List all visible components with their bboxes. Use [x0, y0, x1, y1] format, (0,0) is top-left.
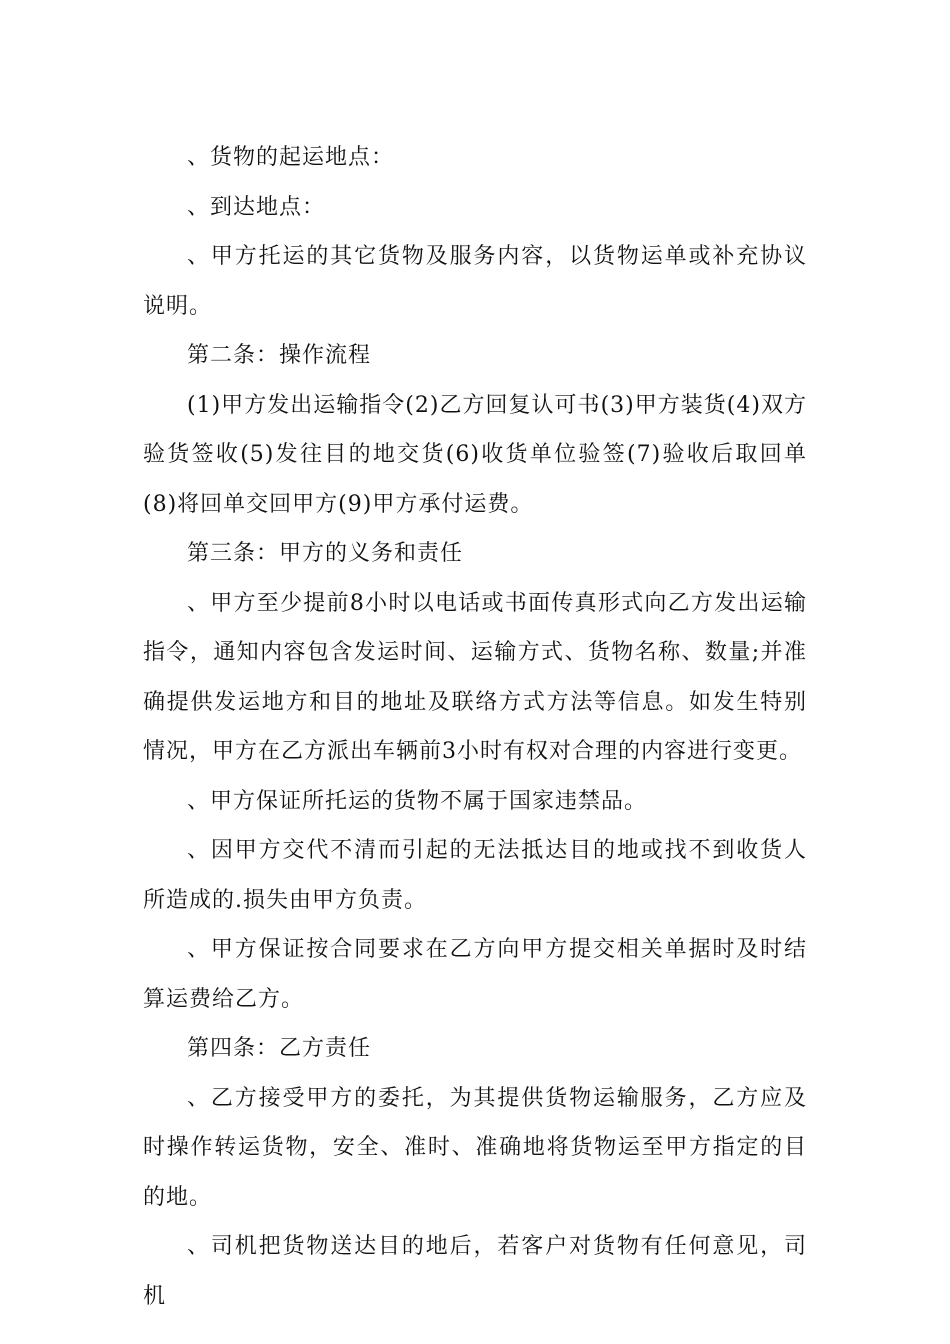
- paragraph-party-a-instruction: 、甲方至少提前8小时以电话或书面传真形式向乙方发出运输指令，通知内容包含发运时间、运输方式、货物名称、数量;并准确提供发运地方和目的地址及联络方式方法等信息。如发生特别情况，甲方在乙方派出车辆前3小时有权对合理的内容进行变更。: [143, 590, 807, 764]
- heading-article-2: 第二条：操作流程: [187, 343, 372, 368]
- document-body: [143, 133, 807, 1321]
- paragraph-party-b-service: 、乙方接受甲方的委托，为其提供货物运输服务，乙方应及时操作转运货物，安全、准时、准确地将货物运至甲方指定的目的地。: [143, 1085, 807, 1210]
- paragraph-other-goods: 、甲方托运的其它货物及服务内容，以货物运单或补充协议说明。: [143, 244, 807, 319]
- paragraph-operation-flow: (1)甲方发出运输指令(2)乙方回复认可书(3)甲方装货(4)双方验货签收(5)发往目的地交货(6)收货单位验签(7)验收后取回单(8)将回单交回甲方(9)甲方承付运费。: [143, 392, 807, 517]
- heading-article-4: 第四条：乙方责任: [187, 1036, 372, 1061]
- paragraph-destination: 、到达地点：: [187, 194, 326, 220]
- paragraph-party-a-no-contraband: 、甲方保证所托运的货物不属于国家违禁品。: [187, 788, 648, 814]
- paragraph-driver-delivery: 、司机把货物送达目的地后，若客户对货物有任何意见，司机: [143, 1234, 807, 1309]
- paragraph-origin-location: 、货物的起运地点：: [187, 145, 395, 170]
- paragraph-party-a-liability: 、因甲方交代不清而引起的无法抵达目的地或找不到收货人所造成的.损失由甲方负责。: [143, 838, 807, 913]
- heading-article-3: 第三条：甲方的义务和责任: [187, 541, 464, 566]
- paragraph-party-a-settlement: 、甲方保证按合同要求在乙方向甲方提交相关单据时及时结算运费给乙方。: [143, 937, 807, 1012]
